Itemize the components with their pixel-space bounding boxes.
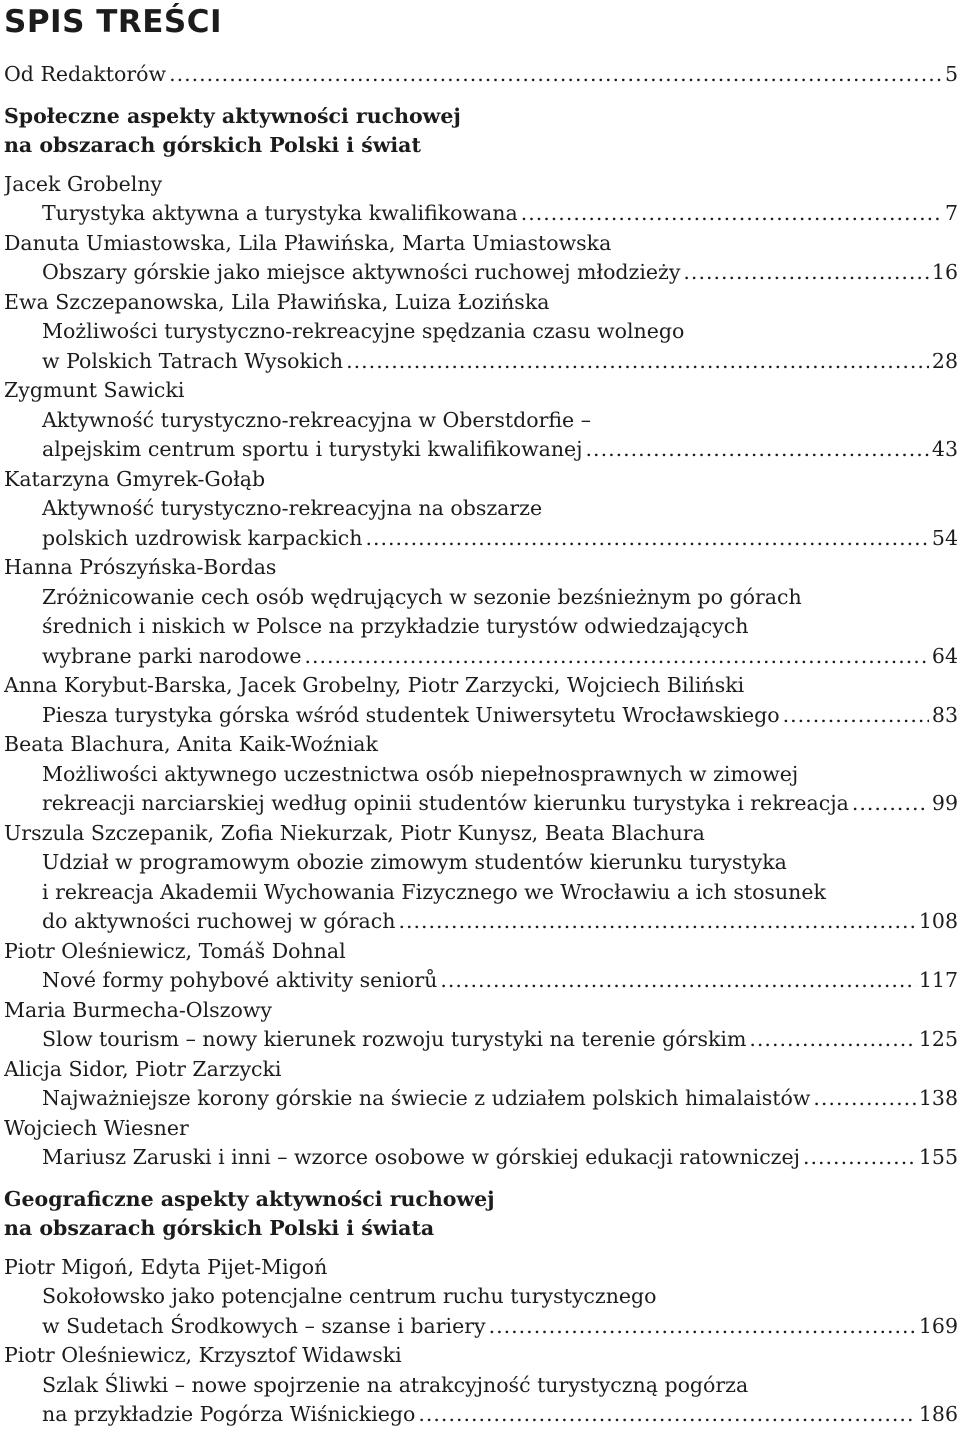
entry-authors: Wojciech Wiesner [4, 1115, 189, 1140]
page-number: 138 [918, 1086, 958, 1110]
toc-entry-title: Mariusz Zaruski i inni – wzorce osobowe w górskiej edukacji ratowniczej [42, 1145, 800, 1169]
dot-leader [521, 199, 942, 229]
toc-entry-title: rekreacji narciarskiej według opinii studentów kierunku turystyka i rekreacja [42, 791, 849, 815]
dot-leader [852, 789, 929, 819]
toc-entry[interactable] [4, 347, 958, 377]
toc-entry-title: Turystyka aktywna a turystyka kwalifikowana [42, 201, 518, 225]
page-title: SPIS TREŚCI [4, 4, 223, 40]
toc-entry[interactable] [4, 1143, 958, 1173]
toc-entry[interactable] [4, 435, 958, 465]
page-number: 28 [931, 348, 958, 373]
entry-authors: Katarzyna Gmyrek-Gołąb [4, 466, 266, 491]
toc-entry[interactable] [4, 1400, 958, 1430]
entry-title-line: Możliwości aktywnego uczestnictwa osób niepełnosprawnych w zimowej [42, 761, 799, 786]
toc-entry[interactable] [4, 1084, 958, 1114]
page-number: 186 [918, 1402, 958, 1426]
dot-leader [803, 1143, 916, 1173]
page-number: 64 [931, 643, 958, 668]
section-heading: na obszarach górskich Polski i świata [4, 1216, 435, 1240]
dot-leader [813, 1084, 915, 1114]
entry-authors: Maria Burmecha-Olszowy [4, 997, 272, 1022]
entry-title-line: Możliwości turystyczno-rekreacyjne spędzania czasu wolnego [42, 319, 685, 343]
page-number: 83 [931, 702, 958, 727]
toc-body [4, 60, 958, 1430]
page-number: 155 [918, 1145, 958, 1169]
toc-entry[interactable] [4, 789, 958, 819]
page-number: 99 [931, 791, 958, 815]
entry-authors: Ewa Szczepanowska, Lila Pławińska, Luiza Łozińska [4, 289, 550, 314]
toc-entry[interactable] [4, 642, 958, 672]
entry-title-line: Aktywność turystyczno-rekreacyjna na obszarze [42, 496, 543, 520]
toc-entry-title: do aktywności ruchowej w górach [42, 909, 396, 933]
entry-title-line: Szlak Śliwki – nowe spojrzenie na atrakcyjność turystyczną pogórza [42, 1372, 749, 1397]
entry-authors: Urszula Szczepanik, Zofia Niekurzak, Piotr Kunysz, Beata Blachura [4, 820, 705, 845]
toc-entry-intro[interactable] [4, 60, 958, 90]
dot-leader [586, 435, 929, 465]
entry-authors: Piotr Oleśniewicz, Tomáš Dohnal [4, 938, 346, 963]
toc-entry-title: Od Redaktorów [4, 62, 167, 86]
toc-entry[interactable] [4, 1312, 958, 1342]
page-number: 169 [918, 1313, 958, 1338]
toc-entry-title: Nové formy pohybové aktivity seniorů [42, 968, 438, 992]
entry-title-line: i rekreacja Akademii Wychowania Fizycznego we Wrocławiu a ich stosunek [42, 879, 826, 904]
dot-leader [304, 642, 928, 672]
toc-entry[interactable] [4, 258, 958, 288]
page-number: 16 [931, 260, 958, 284]
dot-leader [365, 524, 928, 554]
toc-entry-title: na przykładzie Pogórza Wiśnickiego [42, 1402, 416, 1426]
toc-entry-title: wybrane parki narodowe [42, 643, 302, 668]
section-heading: Geograficzne aspekty aktywności ruchowej [4, 1186, 495, 1211]
toc-entry[interactable] [4, 199, 958, 229]
section-heading: na obszarach górskich Polski i świat [4, 133, 421, 157]
toc-entry-title: Obszary górskie jako miejsce aktywności ruchowej młodzieży [42, 260, 681, 284]
entry-authors: Piotr Migoń, Edyta Pijet-Migoń [4, 1254, 328, 1279]
dot-leader [346, 347, 929, 377]
toc-entry-title: alpejskim centrum sportu i turystyki kwalifikowanej [42, 437, 583, 461]
page-number: 5 [944, 62, 958, 86]
toc-entry-title: w Sudetach Środkowych – szanse i bariery [42, 1313, 486, 1338]
page-number: 125 [918, 1027, 958, 1051]
entry-title-line: Zróżnicowanie cech osób wędrujących w sezonie bezśnieżnym po górach [42, 584, 802, 609]
entry-authors: Beata Blachura, Anita Kaik-Woźniak [4, 732, 378, 756]
dot-leader [169, 60, 942, 90]
toc-entry-title: Piesza turystyka górska wśród studentek Uniwersytetu Wrocławskiego [42, 702, 780, 727]
entry-title-line: Sokołowsko jako potencjalne centrum ruchu turystycznego [42, 1284, 657, 1308]
table-of-contents-page [4, 0, 958, 1430]
toc-entry-title: w Polskich Tatrach Wysokich [42, 348, 344, 373]
entry-authors: Anna Korybut-Barska, Jacek Grobelny, Piotr Zarzycki, Wojciech Biliński [4, 673, 745, 697]
page-number: 108 [918, 909, 958, 933]
entry-authors: Zygmunt Sawicki [4, 378, 185, 402]
dot-leader [398, 907, 915, 937]
entry-authors: Hanna Prószyńska-Bordas [4, 555, 277, 579]
page-number: 54 [931, 525, 958, 550]
entry-authors: Piotr Oleśniewicz, Krzysztof Widawski [4, 1343, 402, 1367]
entry-title-line: Aktywność turystyczno-rekreacyjna w Oberstdorfie – [42, 407, 591, 432]
dot-leader [489, 1312, 916, 1342]
dot-leader [783, 701, 929, 731]
toc-entry[interactable] [4, 524, 958, 554]
toc-entry[interactable] [4, 1025, 958, 1055]
entry-title-line: Udział w programowym obozie zimowym studentów kierunku turystyka [42, 850, 787, 874]
dot-leader [440, 966, 915, 996]
toc-entry-title: Slow tourism – nowy kierunek rozwoju turystyki na terenie górskim [42, 1027, 747, 1051]
entry-title-line: średnich i niskich w Polsce na przykładzie turystów odwiedzających [42, 614, 749, 638]
toc-entry-title: Najważniejsze korony górskie na świecie z udziałem polskich himalaistów [42, 1086, 811, 1110]
page-number: 7 [944, 201, 958, 225]
section-heading: Społeczne aspekty aktywności ruchowej [4, 103, 461, 128]
entry-authors: Jacek Grobelny [4, 171, 163, 196]
page-number: 117 [918, 968, 958, 992]
entry-authors: Danuta Umiastowska, Lila Pławińska, Marta Umiastowska [4, 230, 612, 255]
entry-authors: Alicja Sidor, Piotr Zarzycki [4, 1056, 282, 1081]
page-number: 43 [931, 437, 958, 461]
dot-leader [683, 258, 929, 288]
toc-entry[interactable] [4, 966, 958, 996]
toc-entry[interactable] [4, 907, 958, 937]
dot-leader [749, 1025, 915, 1055]
toc-entry[interactable] [4, 701, 958, 731]
dot-leader [418, 1400, 915, 1430]
toc-entry-title: polskich uzdrowisk karpackich [42, 525, 363, 550]
